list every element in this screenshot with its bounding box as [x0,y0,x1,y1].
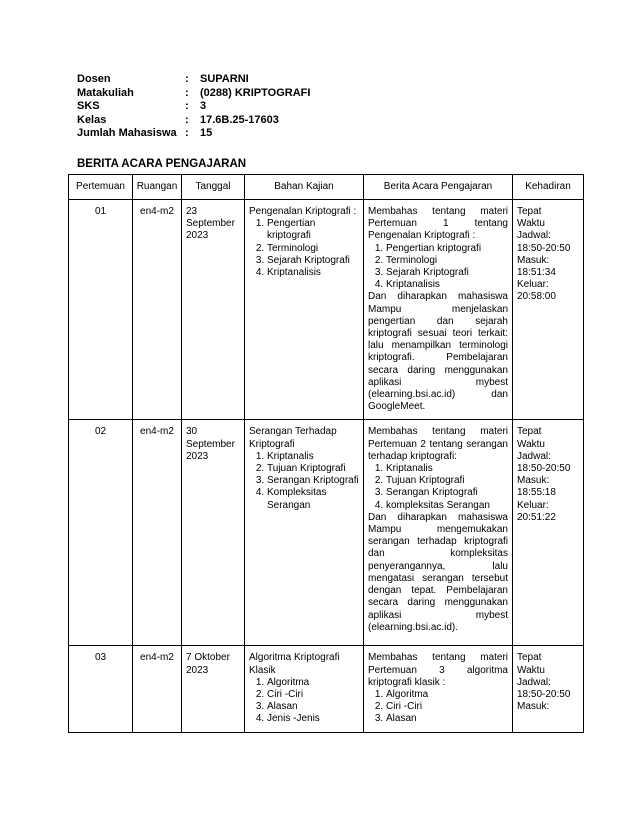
kehadiran-line: Waktu [517,218,545,230]
berita-outro: Dan diharapkan mahasiswa Mampu mengemukakan serangan terhadap kriptografi dan kompleksitas penyerangannya, lalu mengatasi serangan tersebut dengan tepat. Pembelajaran secara daring menggunakan aplikasi mybest (elearning.bsi.ac.id). [368,511,508,633]
info-value: 3 [200,100,207,112]
cell-tanggal: 30 September 2023 [182,420,245,646]
bahan-list [249,451,359,512]
list-item: 3. Alasan [386,713,508,725]
cell-bahan-kajian [245,646,364,733]
info-label: Jumlah Mahasiswa [77,127,177,139]
cell-berita-acara [364,646,513,733]
cell-bahan-kajian [245,200,364,420]
section-title: BERITA ACARA PENGAJARAN [77,158,247,170]
list-item: 4. Kriptanalisis [267,267,359,279]
column-header-kehadiran: Kehadiran [513,175,584,200]
info-label: Kelas [77,113,107,126]
info-row-kelas [77,114,310,128]
info-value: (0288) KRIPTOGRAFI [200,86,311,99]
table-row [69,200,584,420]
kehadiran-line: Waktu [517,438,545,450]
list-item: 1. Algoritma [386,689,508,701]
info-row-sks [77,100,310,114]
list-item: 2. Tujuan Kriptografi [267,463,359,475]
column-header-pertemuan: Pertemuan [69,175,133,200]
list-item: 1. Kriptanalis [386,463,508,475]
cell-pertemuan: 03 [69,646,133,733]
list-item: 4. Kriptanalisis [386,279,508,291]
teaching-record-table [68,174,584,733]
berita-list [368,463,508,512]
kehadiran-line: Tepat [517,426,542,438]
cell-tanggal: 7 Oktober 2023 [182,646,245,733]
bahan-list [249,677,359,726]
table-header-row [69,175,584,200]
info-colon: : [185,86,189,99]
table-row [69,420,584,646]
cell-ruangan: en4-m2 [133,646,182,733]
info-label: SKS [77,100,100,112]
cell-kehadiran [513,420,584,646]
kehadiran-line: Keluar: [517,279,549,291]
cell-ruangan: en4-m2 [133,200,182,420]
kehadiran-line: Masuk: [517,254,550,266]
bahan-title: Serangan Terhadap Kriptografi [249,426,337,450]
column-header-bahan-kajian: Bahan Kajian [245,175,364,200]
cell-ruangan: en4-m2 [133,420,182,646]
list-item: 4. Jenis -Jenis [267,713,359,725]
table-row [69,646,584,733]
berita-intro: Membahas tentang materi Pertemuan 2 tentang serangan terhadap kriptografi: [368,426,508,462]
berita-list [368,243,508,292]
info-colon: : [185,127,189,139]
cell-pertemuan: 01 [69,200,133,420]
kehadiran-line: 20:58:00 [517,291,556,303]
info-row-matakuliah [77,87,310,101]
kehadiran-line: Tepat [517,652,542,664]
list-item: 3. Alasan [267,701,359,713]
list-item: 1. Kriptanalis [267,451,359,463]
info-colon: : [185,73,189,85]
list-item: 2. Tujuan Kriptografi [386,475,508,487]
cell-kehadiran [513,646,584,733]
list-item: 1. Pengertian kriptografi [267,218,359,242]
list-item: 3. Sejarah Kriptografi [267,255,359,267]
info-colon: : [185,100,189,112]
list-item: 3. Serangan Kriptografi [267,475,359,487]
kehadiran-line: Jadwal: [517,230,551,242]
kehadiran-line: 18:50-20:50 [517,463,571,475]
info-value: 15 [200,127,213,139]
list-item: 2. Ciri -Ciri [267,689,359,701]
kehadiran-line: 18:55:18 [517,487,556,499]
berita-outro: Dan diharapkan mahasiswa Mampu menjelaskan pengertian dan sejarah kriptografi sesuai teori terkait: lalu menampilkan terminologi kriptografi. Pembelajaran secara daring menggunakan aplikasi mybest (elearning.bsi.ac.id) dan GoogleMeet. [368,291,508,413]
column-header-berita-acara: Berita Acara Pengajaran [364,175,513,200]
list-item: 3. Serangan Kriptografi [386,487,508,499]
info-value: SUPARNI [200,73,249,85]
list-item: 3. Sejarah Kriptografi [386,267,508,279]
bahan-title: Pengenalan Kriptografi : [249,206,357,217]
kehadiran-line: Jadwal: [517,450,551,462]
cell-berita-acara [364,200,513,420]
list-item: 1. Algoritma [267,677,359,689]
kehadiran-line: Waktu [517,664,545,676]
list-item: 2. Terminologi [386,255,508,267]
kehadiran-line: Masuk: [517,701,550,713]
info-value: 17.6B.25-17603 [200,113,279,126]
info-row-jumlah-mahasiswa [77,127,310,141]
list-item: 1. Pengertian kriptografi [386,243,508,255]
info-colon: : [185,113,189,126]
info-label: Matakuliah [77,86,134,99]
course-info [77,73,310,141]
kehadiran-line: Tepat [517,206,542,217]
berita-intro: Membahas tentang materi Pertemuan 3 algoritma kriptografi klasik : [368,652,508,688]
kehadiran-line: Masuk: [517,475,550,487]
column-header-ruangan: Ruangan [133,175,182,200]
kehadiran-line: 18:51:34 [517,267,556,279]
info-row-dosen [77,73,310,87]
cell-pertemuan: 02 [69,420,133,646]
info-label: Dosen [77,73,111,85]
list-item: 4. kompleksitas Serangan [386,500,508,512]
berita-intro: Membahas tentang materi Pertemuan 1 tentang Pengenalan Kriptografi : [368,206,508,242]
kehadiran-line: Keluar: [517,499,549,511]
kehadiran-line: 18:50-20:50 [517,689,571,701]
kehadiran-line: 18:50-20:50 [517,242,571,254]
kehadiran-line: 20:51:22 [517,511,556,523]
cell-tanggal: 23 September 2023 [182,200,245,420]
list-item: 2. Terminologi [267,243,359,255]
cell-bahan-kajian [245,420,364,646]
column-header-tanggal: Tanggal [182,175,245,200]
bahan-title: Algoritma Kriptografi Klasik [249,652,340,676]
cell-berita-acara [364,420,513,646]
list-item: 4. Kompleksitas Serangan [267,487,359,511]
bahan-list [249,218,359,279]
cell-kehadiran [513,200,584,420]
list-item: 2. Ciri -Ciri [386,701,508,713]
kehadiran-line: Jadwal: [517,676,551,688]
berita-list [368,689,508,726]
